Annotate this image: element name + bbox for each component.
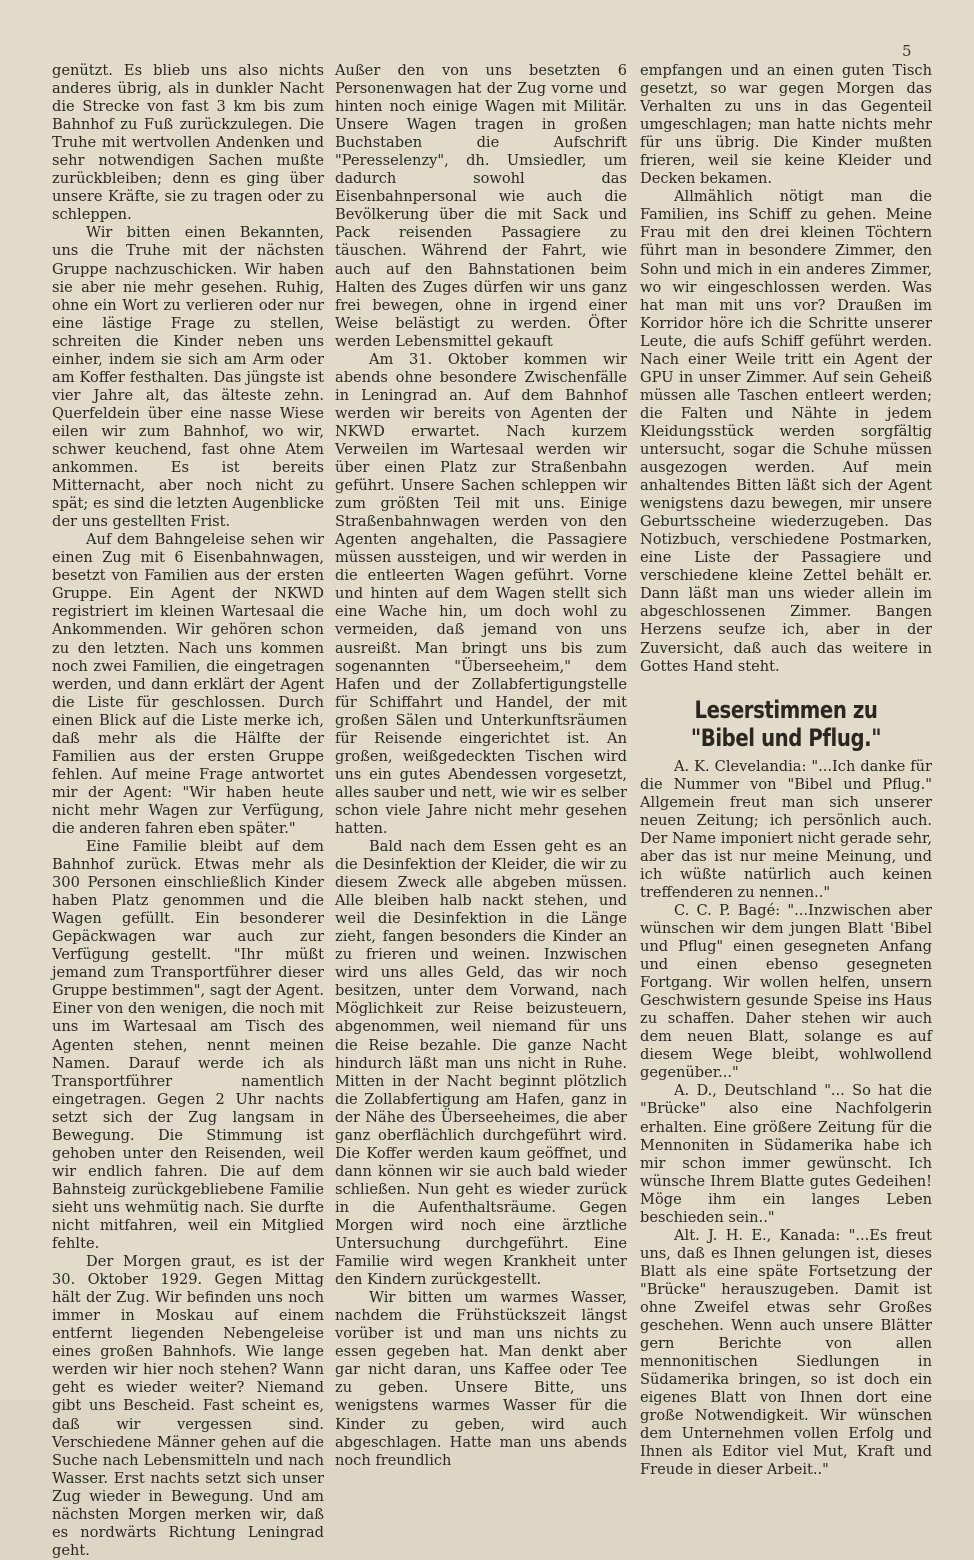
reader-letter: Alt. J. H. E., Kanada: "...Es freut uns, daß es Ihnen gelungen ist, dieses Blatt als eine späte Fortsetzung der "Brücke" herauszugeben. Damit ist ohne Zweifel etwas sehr Großes geschehen. Wenn auch unsere Blätter gern Berichte von allen mennonitischen Siedlungen in Südamerika bringen, so ist doch ein eigenes Blatt von Ihnen dort eine große Notwendigkeit. Wir wünschen dem Unternehmen vollen Erfolg und Ihnen als Editor viel Mut, Kraft und Freude in dieser Arbeit.."	[640, 1226, 932, 1479]
paragraph: genützt. Es blieb uns also nichts anderes übrig, als in dunkler Nacht die Strecke von fast 3 km bis zum Bahnhof zu Fuß zurückzulegen. Die Truhe mit wertvollen Andenken und sehr notwendigen Sachen mußte zurückbleiben; denn es ging über unsere Kräfte, sie zu tragen oder zu schleppen.	[52, 62, 324, 224]
paragraph: Der Morgen graut, es ist der 30. Oktober 1929. Gegen Mittag hält der Zug. Wir befinden uns noch immer in Moskau auf einem entfernt liegenden Nebengeleise eines großen Bahnhofs. Wie lange werden wir hier noch stehen? Wann geht es wieder weiter? Niemand gibt uns Bescheid. Fast scheint es, daß wir vergessen sind. Verschiedene Männer gehen auf die Suche nach Lebensmitteln und nach Wasser. Erst nachts setzt sich unser Zug wieder in Bewegung. Und am nächsten Morgen merken wir, daß es nordwärts Richtung Leningrad geht.	[52, 1253, 324, 1559]
paragraph: Auf dem Bahngeleise sehen wir einen Zug mit 6 Eisenbahnwagen, besetzt von Familien aus der ersten Gruppe. Ein Agent der NKWD registriert im kleinen Wartesaal die Ankommenden. Wir gehören schon zu den letzten. Nach uns kommen noch zwei Familien, die eingetragen werden, und dann erklärt der Agent die Liste für geschlossen. Durch einen Blick auf die Liste merke ich, daß mehr als die Hälfte der Familien aus der ersten Gruppe fehlen. Auf meine Frage antwortet mir der Agent: "Wir haben heute nicht mehr Wagen zur Verfügung, die anderen fahren eben später."	[52, 531, 324, 837]
reader-letter: A. K. Clevelandia: "...Ich danke für die Nummer von "Bibel und Pflug." Allgemein freut man sich unserer neuen Zeitung; ich persönlich auch. Der Name imponiert nicht gerade sehr, aber das ist nur meine Meinung, und ich wüßte natürlich auch keinen treffenderen zu nennen.."	[640, 757, 932, 901]
column-left	[52, 62, 324, 1560]
column-middle	[335, 62, 627, 1470]
paragraph: Wir bitten um warmes Wasser, nachdem die Frühstückszeit längst vorüber ist und man uns nichts zu essen gegeben hat. Man denkt aber gar nicht daran, uns Kaffee oder Tee zu geben. Unsere Bitte, uns wenigstens warmes Wasser für die Kinder zu geben, wird auch abgeschlagen. Hatte man uns abends noch freundlich	[335, 1289, 627, 1469]
paragraph: Allmählich nötigt man die Familien, ins Schiff zu gehen. Meine Frau mit den drei kleinen Töchtern führt man in besondere Zimmer, den Sohn und mich in ein anderes Zimmer, wo wir eingeschlossen werden. Was hat man mit uns vor? Draußen im Korridor höre ich die Schritte unserer Leute, die aufs Schiff geführt werden. Nach einer Weile tritt ein Agent der GPU in unser Zimmer. Auf sein Geheiß müssen alle Taschen entleert werden; die Falten und Nähte in jedem Kleidungsstück werden sorgfältig untersucht, sogar die Schuhe müssen ausgezogen werden. Auf mein anhaltendes Bitten läßt sich der Agent wenigstens dazu bewegen, mir unsere Geburtsscheine wiederzugeben. Das Notizbuch, verschiedene Postmarken, eine Liste der Passagiere und verschiedene kleine Zettel behält er. Dann läßt man uns wieder allein im abgeschlossenen Zimmer. Bangen Herzens seufze ich, aber in der Zuversicht, daß auch das weitere in Gottes Hand steht.	[640, 188, 932, 675]
paragraph: empfangen und an einen guten Tisch gesetzt, so war gegen Morgen das Verhalten zu uns in das Gegenteil umgeschlagen; man hatte nichts mehr für uns übrig. Die Kinder mußten frieren, weil sie keine Kleider und Decken bekamen.	[640, 62, 932, 188]
paragraph: Außer den von uns besetzten 6 Personenwagen hat der Zug vorne und hinten noch einige Wagen mit Militär. Unsere Wagen tragen in großen Buchstaben die Aufschrift "Peresselenzy", dh. Umsiedler, um dadurch sowohl das Eisenbahnpersonal wie auch die Bevölkerung über die mit Sack und Pack reisenden Passagiere zu täuschen. Während der Fahrt, wie auch auf den Bahnstationen beim Halten des Zuges dürfen wir uns ganz frei bewegen, ohne in irgend einer Weise belästigt zu werden. Öfter werden Lebensmittel gekauft	[335, 62, 627, 350]
heading-line-2: "Bibel und Pflug."	[690, 723, 882, 752]
heading-line-1: Leserstimmen zu	[694, 695, 878, 724]
paragraph: Wir bitten einen Bekannten, uns die Truhe mit der nächsten Gruppe nachzuschicken. Wir haben sie aber nie mehr gesehen. Ruhig, ohne ein Wort zu verlieren oder nur eine lästige Frage zu stellen, schreiten die Kinder neben uns einher, indem sie sich am Arm oder am Koffer festhalten. Das jüngste ist vier Jahre alt, das älteste zehn. Querfeldein über eine nasse Wiese eilen wir zum Bahnhof, wo wir, schwer keuchend, fast ohne Atem ankommen. Es ist bereits Mitternacht, aber noch nicht zu spät; es sind die letzten Augenblicke der uns gestellten Frist.	[52, 224, 324, 531]
reader-letter: C. C. P. Bagé: "...Inzwischen aber wünschen wir dem jungen Blatt 'Bibel und Pflug" einen gesegneten Anfang und einen ebenso gesegneten Fortgang. Wir wollen helfen, unsern Geschwistern gesunde Speise ins Haus zu schaffen. Daher stehen wir auch dem neuen Blatt, solange es auf diesem Wege bleibt, wohlwollend gegenüber..."	[640, 901, 932, 1082]
paragraph: Am 31. Oktober kommen wir abends ohne besondere Zwischenfälle in Leningrad an. Auf dem Bahnhof werden wir bereits von Agenten der NKWD erwartet. Nach kurzem Verweilen im Wartesaal werden wir über einen Platz zur Straßenbahn geführt. Unsere Sachen schleppen wir zum größten Teil mit uns. Einige Straßenbahnwagen werden von den Agenten angehalten, die Passagiere müssen aussteigen, und wir werden in die entleerten Wagen geführt. Vorne und hinten auf dem Wagen stellt sich eine Wache hin, um doch wohl zu vermeiden, daß jemand von uns ausreißt. Man bringt uns bis zum sogenannten "Überseeheim," dem Hafen und der Zollabfertigungstelle für Schiffahrt und Handel, der mit großen Sälen und Unterkunftsräumen für Reisende eingerichtet ist. An großen, weißgedeckten Tischen wird uns ein gutes Abendessen vorgesetzt, alles sauber und nett, wie wir es selber schon viele Jahre nicht mehr gesehen hatten.	[335, 350, 627, 837]
section-heading	[666, 696, 905, 752]
column-right	[640, 62, 932, 1479]
reader-letter: A. D., Deutschland "... So hat die "Brücke" also eine Nachfolgerin erhalten. Eine größere Zeitung für die Mennoniten in Südamerika habe ich mir schon immer gewünscht. Ich wünsche Ihrem Blatte gutes Gedeihen! Möge ihm ein langes Leben beschieden sein.."	[640, 1082, 932, 1226]
page-number: 5	[902, 42, 912, 60]
paragraph: Eine Familie bleibt auf dem Bahnhof zurück. Etwas mehr als 300 Personen einschließlich Kinder haben Platz genommen und die Wagen gefüllt. Ein besonderer Gepäckwagen war auch zur Verfügung gestellt. "Ihr müßt jemand zum Transportführer dieser Gruppe bestimmen", sagt der Agent. Einer von den wenigen, die noch mit uns im Wartesaal am Tisch des Agenten stehen, nennt meinen Namen. Darauf werde ich als Transportführer namentlich eingetragen. Gegen 2 Uhr nachts setzt sich der Zug langsam in Bewegung. Die Stimmung ist gehoben unter den Reisenden, weil wir endlich fahren. Die auf dem Bahnsteig zurückgebliebene Familie sieht uns wehmütig nach. Sie durfte nicht mitfahren, weil ein Mitglied fehlte.	[52, 838, 324, 1253]
paragraph: Bald nach dem Essen geht es an die Desinfektion der Kleider, die wir zu diesem Zweck alle abgeben müssen. Alle bleiben halb nackt stehen, und weil die Desinfektion in die Länge zieht, fangen besonders die Kinder an zu frieren und weinen. Inzwischen wird uns alles Geld, das wir noch besitzen, unter dem Vorwand, nach Möglichkeit zur Reise beizusteuern, abgenommen, weil niemand für uns die Reise bezahle. Die ganze Nacht hindurch läßt man uns nicht in Ruhe. Mitten in der Nacht beginnt plötzlich die Zollabfertigung am Hafen, ganz in der Nähe des Überseeheimes, die aber ganz oberflächlich durchgeführt wird. Die Koffer werden kaum geöffnet, und dann können wir sie auch bald wieder schließen. Nun geht es wieder zurück in die Aufenthaltsräume. Gegen Morgen wird noch eine ärztliche Untersuchung durchgeführt. Eine Familie wird wegen Krankheit unter den Kindern zurückgestellt.	[335, 838, 627, 1289]
